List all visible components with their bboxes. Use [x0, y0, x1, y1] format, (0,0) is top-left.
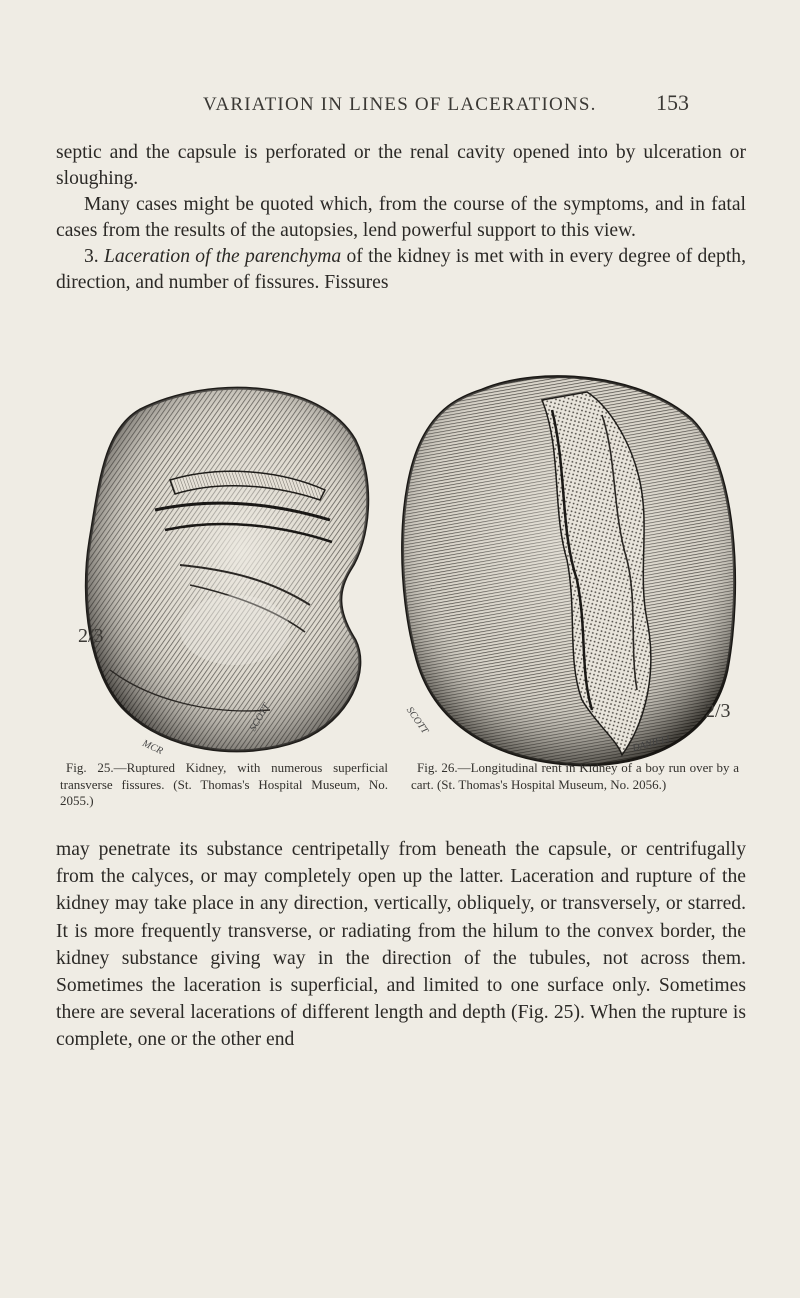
ruptured-kidney-engraving: [70, 370, 380, 755]
section-title: Laceration of the parenchyma: [104, 246, 342, 267]
engraver-signature: MCR: [140, 738, 165, 757]
engraver-signature: SCOTT: [403, 705, 431, 736]
top-text: [56, 140, 746, 296]
paragraph: Many cases might be quoted which, from the course of the symptoms, and in fatal cases from the results of the autopsies, lend powerful support to this view.: [56, 194, 746, 241]
scale-mark: 2/3: [705, 700, 731, 722]
paragraph: septic and the capsule is perforated or the renal cavity opened into by ulceration or sloughing.: [56, 142, 746, 189]
figure-26-illustration: [392, 370, 752, 780]
figure-26-caption: Fig. 26.—Longitudinal rent in Kidney of a boy run over by a cart. (St. Thomas's Hospital Museum, No. 2056.): [411, 760, 739, 792]
paragraph: may penetrate its substance centripetally from beneath the capsule, or centrifugally from the calyces, or may completely open up the latter. Laceration and rupture of the kidney may take place in any direction, vertically, obliquely, or transversely, or starred. It is more frequently transverse, or radiating from the hilum to the convex border, the kidney substance giving way in the direction of the tubules, not across them. Sometimes the laceration is superficial, and limited to one surface only. Sometimes there are several lacerations of different length and depth (Fig. 25). When the rupture is complete, one or the other end: [56, 839, 746, 1051]
longitudinal-rent-kidney-engraving: [392, 370, 752, 780]
section-text: of the kidney is met with in every degree of depth, direction, and number of fissures. Fissures: [56, 246, 746, 293]
figure-25-caption: Fig. 25.—Ruptured Kidney, with numerous superficial transverse fissures. (St. Thomas's Hospital Museum, No. 2055.): [60, 760, 388, 808]
engraver-signature: DANIELL: [631, 732, 674, 755]
scale-mark: 2/3: [78, 625, 104, 647]
engraver-signature: SCOTT: [247, 701, 273, 734]
figure-25-illustration: [70, 370, 380, 755]
section-number: 3.: [84, 246, 99, 267]
page-number: 153: [656, 90, 689, 115]
section-3-paragraph: [56, 244, 746, 296]
bottom-text: [56, 836, 746, 1054]
running-head: VARIATION IN LINES OF LACERATIONS.: [203, 94, 597, 115]
